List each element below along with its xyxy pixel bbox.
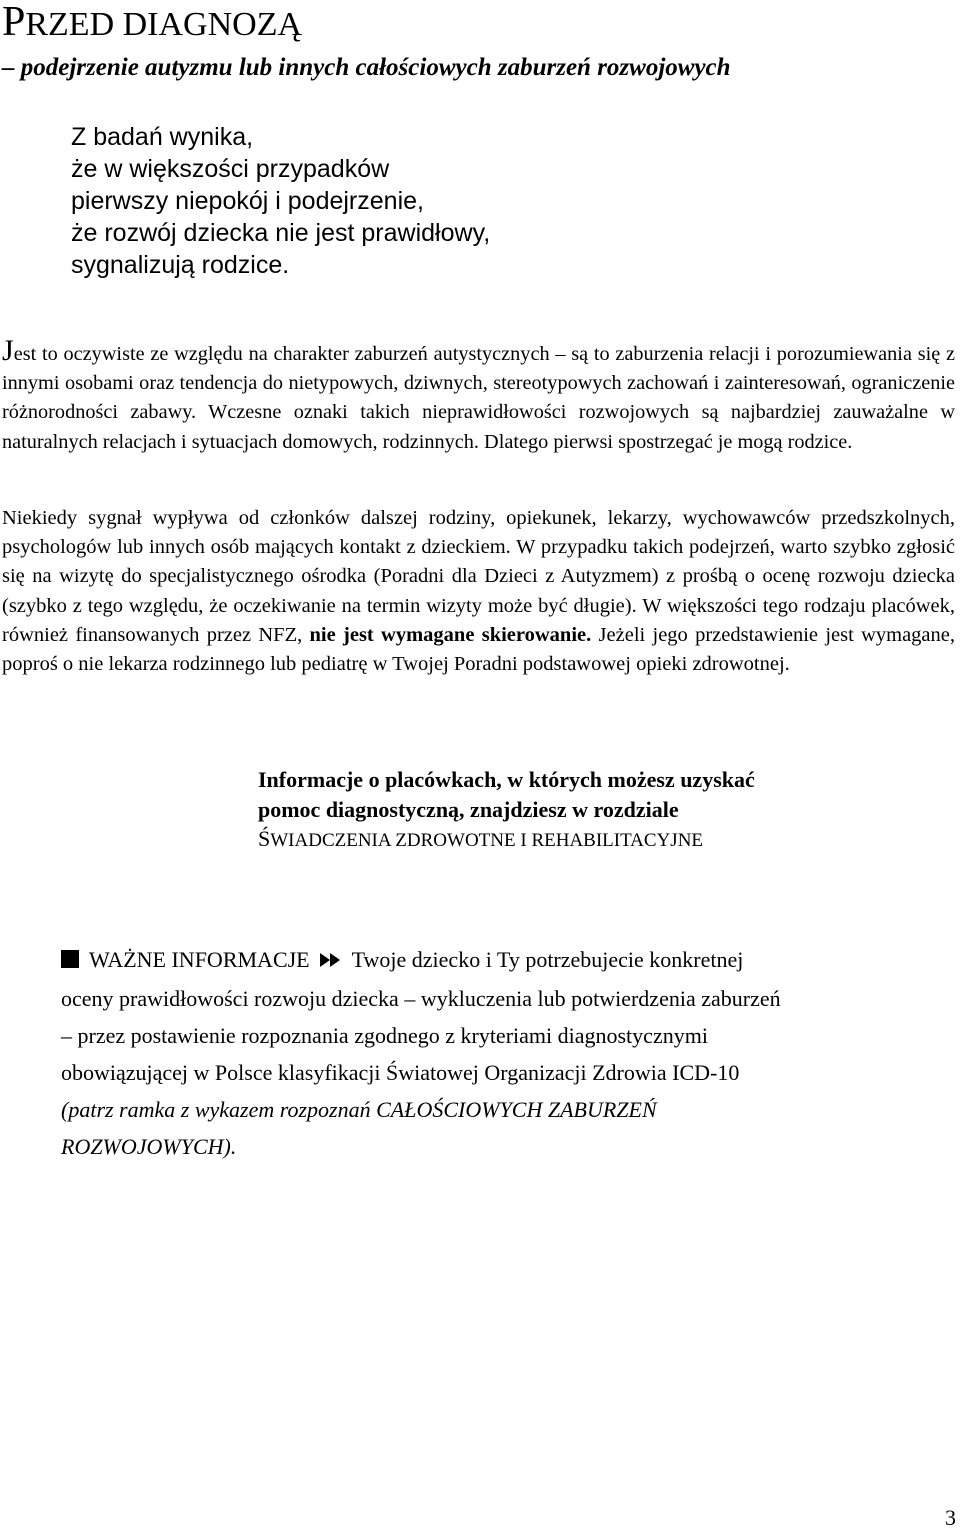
drop-letter: J: [2, 334, 14, 367]
page-subtitle: – podejrzenie autyzmu lub innych całościowych zaburzeń rozwojowych: [2, 54, 731, 81]
intro-block: [71, 121, 490, 281]
intro-line: że w większości przypadków: [71, 155, 390, 183]
paragraph-1: [2, 334, 955, 457]
chapter-initial: Ś: [258, 826, 271, 851]
page-title: [2, 0, 303, 45]
info-line: Informacje o placówkach, w których możesz uzyskać: [258, 767, 755, 792]
paragraph-1-text: est to oczywiste ze względu na charakter zaburzeń autystycznych – są to zaburzenia relacji i porozumiewania się z innymi osobami oraz tendencja do nietypowych, dziwnych, stereotypowych zachowań i zainteresowań, ograniczenie różnorodności zabawy. Wczesne oznaki takich nieprawidłowości rozwojowych są najbardziej zauważalne w naturalnych relacjach i sytuacjach domowych, rodzinnych. Dlatego pierwsi spostrzegać je mogą rodzice.: [2, 343, 955, 453]
important-line: [61, 941, 901, 980]
intro-line: że rozwój dziecka nie jest prawidłowy,: [71, 219, 491, 247]
double-right-triangle-icon: [318, 943, 344, 980]
important-line: – przez postawienie rozpoznania zgodnego z kryteriami diagnostycznymi: [61, 1023, 708, 1048]
important-label: WAŻNE INFORMACJE: [89, 947, 310, 972]
important-info: [61, 941, 901, 1165]
important-line: obowiązującej w Polsce klasyfikacji Światowej Organizacji Zdrowia ICD-10: [61, 1060, 740, 1085]
intro-line: pierwszy niepokój i podejrzenie,: [71, 187, 424, 215]
paragraph-2-end: Jeżeli jego przedstawienie jest wymagane, poproś o nie lekarza rodzinnego lub pediatrę w Twojej Poradni podstawowej opieki zdrowotnej.: [2, 623, 956, 676]
paragraph-2-bold: nie jest wymagane skierowanie.: [309, 623, 592, 646]
chapter-reference: [258, 824, 755, 856]
black-square-icon: [61, 950, 79, 968]
intro-line: Z badań wynika,: [71, 123, 254, 151]
info-line: pomoc diagnostyczną, znajdziesz w rozdziale: [258, 797, 679, 822]
important-text: Twoje dziecko i Ty potrzebujecie konkretnej: [351, 947, 744, 972]
title-initial: P: [2, 0, 26, 45]
important-note: (patrz ramka z wykazem rozpoznań CAŁOŚCIOWYCH ZABURZEŃ: [61, 1097, 657, 1122]
intro-line: sygnalizują rodzice.: [71, 251, 290, 279]
title-rest: RZED DIAGNOZĄ: [25, 6, 303, 43]
info-box: [258, 765, 755, 856]
paragraph-2: [2, 504, 955, 679]
page-number: 3: [945, 1505, 956, 1530]
important-note: ROZWOJOWYCH).: [61, 1134, 237, 1159]
paragraph-2-text: Niekiedy sygnał wypływa od członków dalszej rodziny, opiekunek, lekarzy, wychowawców przedszkolnych, psychologów lub innych osób mających kontakt z dzieckiem. W przypadku takich podejrzeń, warto szybko zgłosić się na wizytę do specjalistycznego ośrodka (Poradni dla Dzieci z Autyzmem) z prośbą o ocenę rozwoju dziecka (szybko z tego względu, że oczekiwanie na termin wizyty może być długie). W większości tego rodzaju placówek, również finansowanych przez NFZ,: [2, 507, 955, 646]
chapter-name: WIADCZENIA ZDROWOTNE I REHABILITACYJNE: [270, 830, 704, 851]
important-line: oceny prawidłowości rozwoju dziecka – wykluczenia lub potwierdzenia zaburzeń: [61, 986, 781, 1011]
